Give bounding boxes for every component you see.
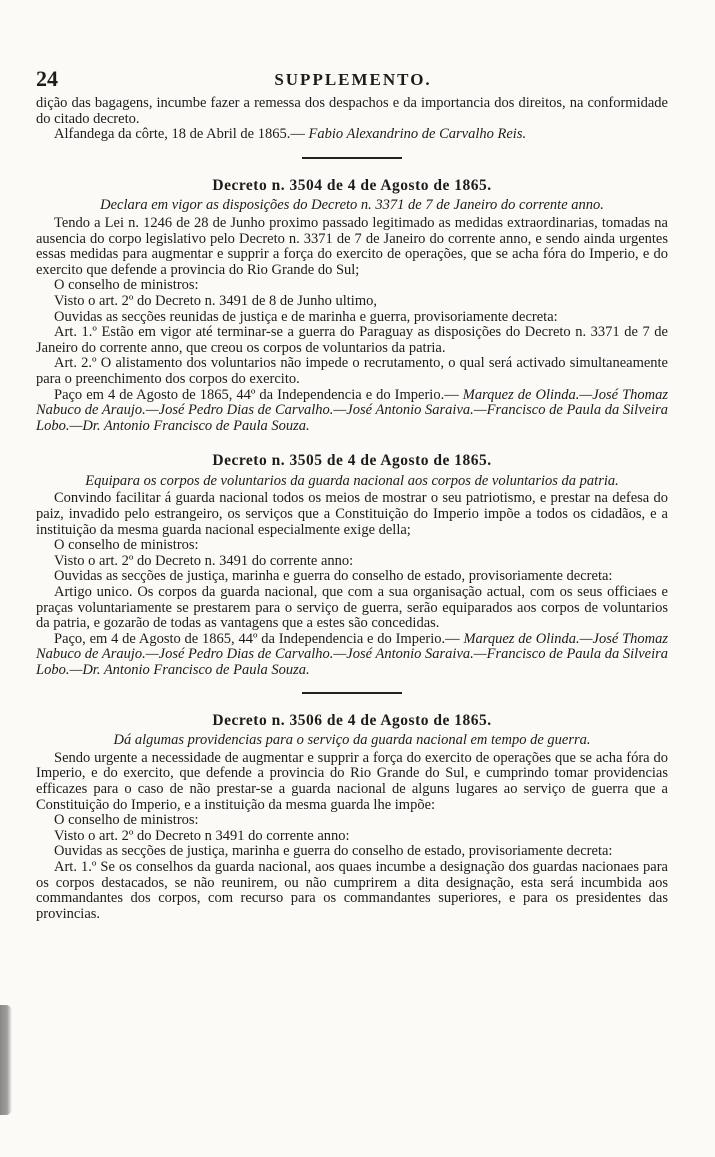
decree-summary: Dá algumas providencias para o serviço da guarda nacional em tempo de guerra. [113, 732, 591, 749]
decree-paragraph: Convindo facilitar á guarda nacional todos os meios de mostrar o seu patriotismo, e prestar na defesa do paiz, invadido pelo estrangeiro, os serviços que a Constituição do Imperio impõe a todos os cidadãos, e a instituição da mesma guarda nacional especialmente exige della; [36, 490, 668, 538]
decree-paragraph: Sendo urgente a necessidade de augmentar e supprir a força do exercito de operações que se acha fóra do Imperio, e do exercito, que defende a provincia do Rio Grande do Sul, e cumprindo tomar providencias efficazes para o caso de não prestar-se a guarda nacional de alguns lugares ao serviço de guerra que a Constituição do Imperio, e a instituição da mesma guarda lhe impõe: [36, 749, 668, 813]
decree-article: Artigo unico. Os corpos da guarda nacional, que com a sua organisação actual, com os seus officiaes e praças voluntariamente se prestarem para o serviço de guerra, serão equiparados aos corpos de voluntarios da patria, e gozarão de todas as vantagens que a estes são concedidas. [36, 584, 668, 632]
intro-paragraph: dição das bagagens, incumbe fazer a remessa dos despachos e da importancia dos direitos, na conformidade do citado decreto. [36, 95, 668, 127]
intro-signature: Fabio Alexandrino de Carvalho Reis. [308, 126, 527, 143]
decree-paragraph: Ouvidas as secções reunidas de justiça e de marinha e guerra, provisoriamente decreta: [54, 308, 558, 325]
decree-paragraph: O conselho de ministros: [54, 537, 199, 554]
decree-paragraph: O conselho de ministros: [54, 277, 199, 294]
decree-closing-place: Paço em 4 de Agosto de 1865, 44º da Independencia e do Imperio.— [54, 386, 459, 403]
decree-paragraph: Visto o art. 2º do Decreto n. 3491 de 8 de Junho ultimo, [54, 292, 377, 309]
decree-article: Art. 1.º Se os conselhos da guarda nacional, aos quaes incumbe a designação dos guardas nacionaes para os corpos destacados, se não reunirem, ou não cumprirem a dita designação, esta será incumbida aos commandantes dos corpos, com recurso para os commandantes superiores, e para os presidentes das provincias. [36, 858, 668, 922]
decree-article: Art. 1.º Estão em vigor até terminar-se a guerra do Paraguay as disposições do Decreto n. 3371 de 7 de Janeiro do corrente anno, que creou os corpos de voluntarios da patria. [36, 324, 668, 356]
decree-3505 [36, 453, 668, 678]
decree-paragraph: Visto o art. 2º do Decreto n. 3491 do corrente anno: [54, 552, 354, 569]
section-divider [302, 157, 402, 159]
intro-closing [36, 127, 668, 143]
decree-title: Decreto n. 3504 de 4 de Agosto de 1865. [212, 176, 492, 194]
section-divider [302, 692, 402, 694]
page-header [36, 66, 670, 92]
decree-title: Decreto n. 3505 de 4 de Agosto de 1865. [212, 452, 492, 470]
decree-summary: Declara em vigor as disposições do Decreto n. 3371 de 7 de Janeiro do corrente anno. [100, 197, 604, 214]
decree-closing-place: Paço, em 4 de Agosto de 1865, 44º da Independencia e do Imperio.— [54, 630, 460, 647]
decree-paragraph: Ouvidas as secções de justiça, marinha e guerra do conselho de estado, provisoriamente decreta: [54, 568, 613, 585]
decree-signatures: Marquez de Olinda.—José Thomaz Nabuco de Araujo.—José Pedro Dias de Carvalho.—José Antonio Saraiva.—Francisco de Paula da Silveira Lobo.—Dr. Antonio Francisco de Paula Souza. [36, 386, 669, 434]
decree-3504 [36, 178, 668, 435]
page-number: 24 [36, 66, 58, 91]
decree-signatures: Marquez de Olinda.—José Thomaz Nabuco de Araujo.—José Pedro Dias de Carvalho.—José Antonio Saraiva.—Francisco de Paula da Silveira Lobo.—Dr. Antonio Francisco de Paula Souza. [36, 630, 669, 678]
decree-closing [36, 632, 668, 679]
decree-paragraph: Tendo a Lei n. 1246 de 28 de Junho proximo passado legitimado as medidas extraordinarias, tomadas na ausencia do corpo legislativo pelo Decreto n. 3371 de 7 de Janeiro do corrente anno, e sendo ainda urgentes essas medidas para augmentar e supprir a força do exercito de operações, que se acha fóra do Imperio, e do exercito que defende a provincia do Rio Grande do Sul; [36, 214, 668, 278]
decree-closing [36, 388, 668, 435]
decree-paragraph: Ouvidas as secções de justiça, marinha e guerra do conselho de estado, provisoriamente decreta: [54, 843, 613, 860]
decree-summary: Equipara os corpos de voluntarios da guarda nacional aos corpos de voluntarios da patria. [85, 472, 619, 489]
decree-article: Art. 2.º O alistamento dos voluntarios não impede o recrutamento, o qual será activado simultaneamente para o preenchimento dos corpos do exercito. [36, 355, 668, 387]
decree-3506 [36, 713, 668, 923]
running-head: SUPPLEMENTO. [274, 70, 432, 89]
intro-closing-place: Alfandega da côrte, 18 de Abril de 1865.— [54, 126, 305, 143]
decree-title: Decreto n. 3506 de 4 de Agosto de 1865. [212, 711, 492, 729]
decree-paragraph: O conselho de ministros: [54, 812, 199, 829]
binding-shadow [0, 1005, 12, 1115]
page-body [36, 96, 668, 922]
decree-paragraph: Visto o art. 2º do Decreto n 3491 do corrente anno: [54, 827, 350, 844]
